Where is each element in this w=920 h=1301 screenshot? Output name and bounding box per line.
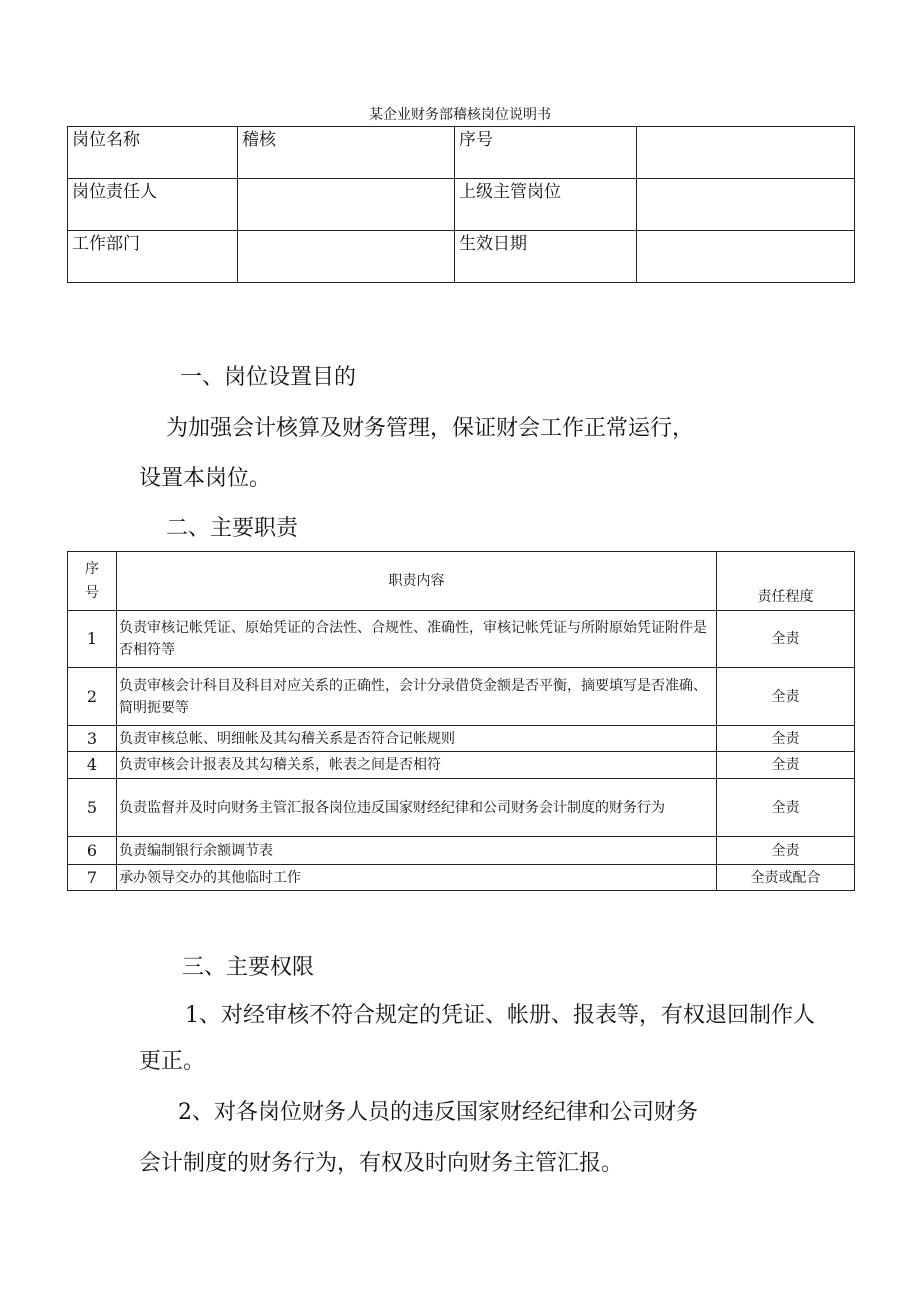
responsibility-level: 全责	[717, 611, 855, 668]
row-number: 4	[68, 752, 117, 779]
authority-item1-line2: 更正。	[139, 1049, 206, 1074]
duty-content: 负责审核总帐、明细帐及其勾稽关系是否符合记帐规则	[117, 726, 717, 752]
responsibility-level: 全责	[717, 726, 855, 752]
authority-item2-line1: 2、对各岗位财务人员的违反国家财经纪律和公司财务	[178, 1100, 698, 1125]
section3-heading: 三、主要权限	[182, 955, 315, 980]
row-number: 2	[68, 668, 117, 726]
effective-date-value	[637, 231, 855, 283]
header-serial	[68, 552, 117, 611]
post-holder-label: 岗位责任人	[68, 179, 238, 231]
section1-paragraph-line1: 为加强会计核算及财务管理，保证财会工作正常运行，	[166, 416, 695, 441]
table-row	[68, 865, 855, 891]
serial-number-value	[637, 127, 855, 179]
duties-table	[67, 551, 855, 891]
supervisor-post-value	[637, 179, 855, 231]
supervisor-post-label: 上级主管岗位	[455, 179, 637, 231]
section1-heading: 一、岗位设置目的	[180, 365, 357, 390]
header-content: 职责内容	[117, 552, 717, 611]
post-name-label: 岗位名称	[68, 127, 238, 179]
department-label: 工作部门	[68, 231, 238, 283]
table-header-row	[68, 552, 855, 611]
post-holder-value	[238, 179, 455, 231]
row-number: 5	[68, 779, 117, 837]
section2-heading: 二、主要职责	[166, 516, 299, 541]
duty-content: 负责编制银行余额调节表	[117, 837, 717, 865]
serial-number-label: 序号	[455, 127, 637, 179]
responsibility-level: 全责	[717, 837, 855, 865]
authority-item2-line2: 会计制度的财务行为，有权及时向财务主管汇报。	[139, 1151, 624, 1176]
header-level: 责任程度	[717, 552, 855, 611]
duty-content: 负责审核记帐凭证、原始凭证的合法性、合规性、准确性，审核记帐凭证与所附原始凭证附件是否相符等	[117, 611, 717, 668]
responsibility-level: 全责或配合	[717, 865, 855, 891]
department-value	[238, 231, 455, 283]
table-row	[68, 231, 855, 283]
post-name-value: 稽核	[238, 127, 455, 179]
responsibility-level: 全责	[717, 779, 855, 837]
section1-paragraph-line2: 设置本岗位。	[139, 466, 272, 491]
header-serial-text: 序 号	[85, 561, 99, 601]
row-number: 3	[68, 726, 117, 752]
row-number: 6	[68, 837, 117, 865]
table-row	[68, 127, 855, 179]
table-row	[68, 752, 855, 779]
document-title: 某企业财务部稽核岗位说明书	[369, 107, 551, 123]
table-row	[68, 179, 855, 231]
table-row	[68, 779, 855, 837]
duty-content: 承办领导交办的其他临时工作	[117, 865, 717, 891]
table-row	[68, 726, 855, 752]
row-number: 1	[68, 611, 117, 668]
table-row	[68, 668, 855, 726]
table-row	[68, 837, 855, 865]
duty-content: 负责监督并及时向财务主管汇报各岗位违反国家财经纪律和公司财务会计制度的财务行为	[117, 779, 717, 837]
table-row	[68, 611, 855, 668]
duty-content: 负责审核会计报表及其勾稽关系，帐表之间是否相符	[117, 752, 717, 779]
row-number: 7	[68, 865, 117, 891]
effective-date-label: 生效日期	[455, 231, 637, 283]
responsibility-level: 全责	[717, 668, 855, 726]
post-info-table	[67, 126, 855, 283]
authority-item1-line1: 1、对经审核不符合规定的凭证、帐册、报表等，有权退回制作人	[185, 1003, 815, 1028]
responsibility-level: 全责	[717, 752, 855, 779]
duty-content: 负责审核会计科目及科目对应关系的正确性，会计分录借贷金额是否平衡，摘要填写是否准确、简明扼要等	[117, 668, 717, 726]
